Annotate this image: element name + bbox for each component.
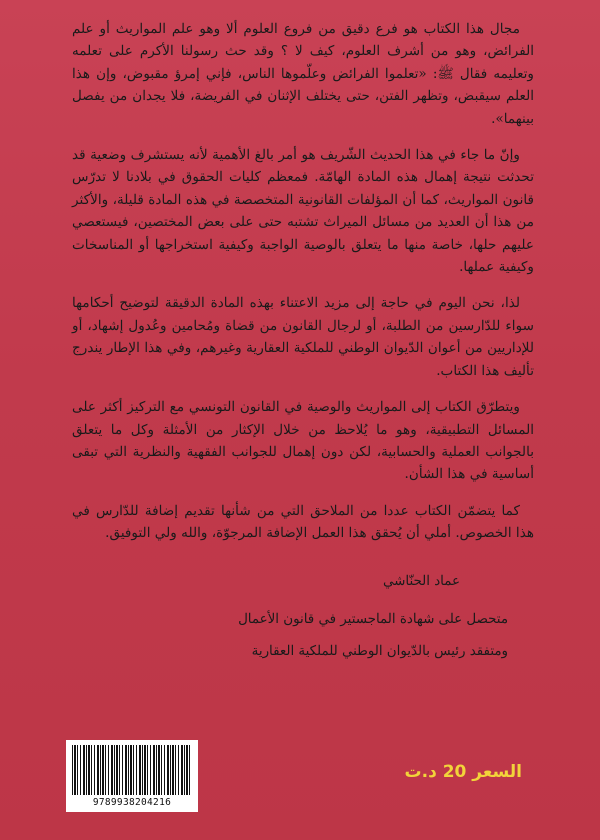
blurb-text	[72, 18, 534, 559]
blurb-paragraph-3: لذا، نحن اليوم في حاجة إلى مزيد الاعتناء بهذه المادة الدقيقة لتوضيح أحكامها سواء للدّارسين من الطلبة، أو لرجال القانون من قضاة ومُحامين وعُدول إشهاد، أو للإداريين من أعوان الدّيوان الوطني للملكية العقارية وغيرهم، وفي هذا الإطار يندرج تأليف هذا الكتاب.	[72, 295, 534, 379]
isbn-barcode	[66, 740, 198, 812]
author-position: ومتفقد رئيس بالدّيوان الوطني للملكية العقارية	[251, 644, 508, 659]
isbn-number: 9789938204216	[92, 797, 172, 808]
price-label: السعر 20 د.ت	[404, 762, 522, 782]
blurb-paragraph-2: وإنّ ما جاء في هذا الحديث الشّريف هو أمر بالغ الأهمية لأنه يستشرف وضعية قد تحدثت نتيجة إهمال هذه المادة الهامّة. فمعظم كليات الحقوق في بلادنا لا تدرّس قانون المواريث، كما أن المؤلفات القانونية المتخصصة في هذه المادة قليلة، والأكثر من هذا أن العديد من مسائل الميراث تشتبه حتى على بعض المختصين، فيستعصي عليهم حلها، خاصة منها ما يتعلق بالوصية الواجبة وكيفية استخراجها أو المناسخات وكيفية عملها.	[72, 147, 534, 276]
blurb-paragraph-5: كما يتضمّن الكتاب عددا من الملاحق التي من شأنها تقديم إضافة للدّارس في هذا الخصوص. أملي أن يُحقق هذا العمل الإضافة المرجوّة، والله ولي التوفيق.	[72, 502, 534, 542]
blurb-paragraph-4: ويتطرّق الكتاب إلى المواريث والوصية في القانون التونسي مع التركيز أكثر على المسائل التطبيقية، وهو ما يُلاحظ من خلال الإكثار من الأمثلة وكل ما يتعلق بالجوانب العملية والحسابية، لكن دون إهمال للجوانب الفقهية والنظرية التي تبقى أساسية في هذا الشأن.	[72, 399, 534, 483]
blurb-paragraph-1: مجال هذا الكتاب هو فرع دقيق من فروع العلوم ألا وهو علم المواريث أو علم الفرائض، وهو من أشرف العلوم، كيف لا ؟ وقد حث رسولنا الأكرم على تعلمه وتعليمه فقال ﷺ: «تعلموا الفرائض وعلّموها الناس، فإني إمرؤ مقبوض، وإن هذا العلم سيقبض، وتظهر الفتن، حتى يختلف الإثنان في الفريضة، فلا يجدان من يفصل بينهما».	[72, 21, 534, 127]
author-credential: متحصل على شهادة الماجستير في قانون الأعمال	[238, 612, 508, 627]
barcode-bars	[72, 745, 192, 795]
author-name: عماد الحنّاشي	[383, 574, 460, 589]
